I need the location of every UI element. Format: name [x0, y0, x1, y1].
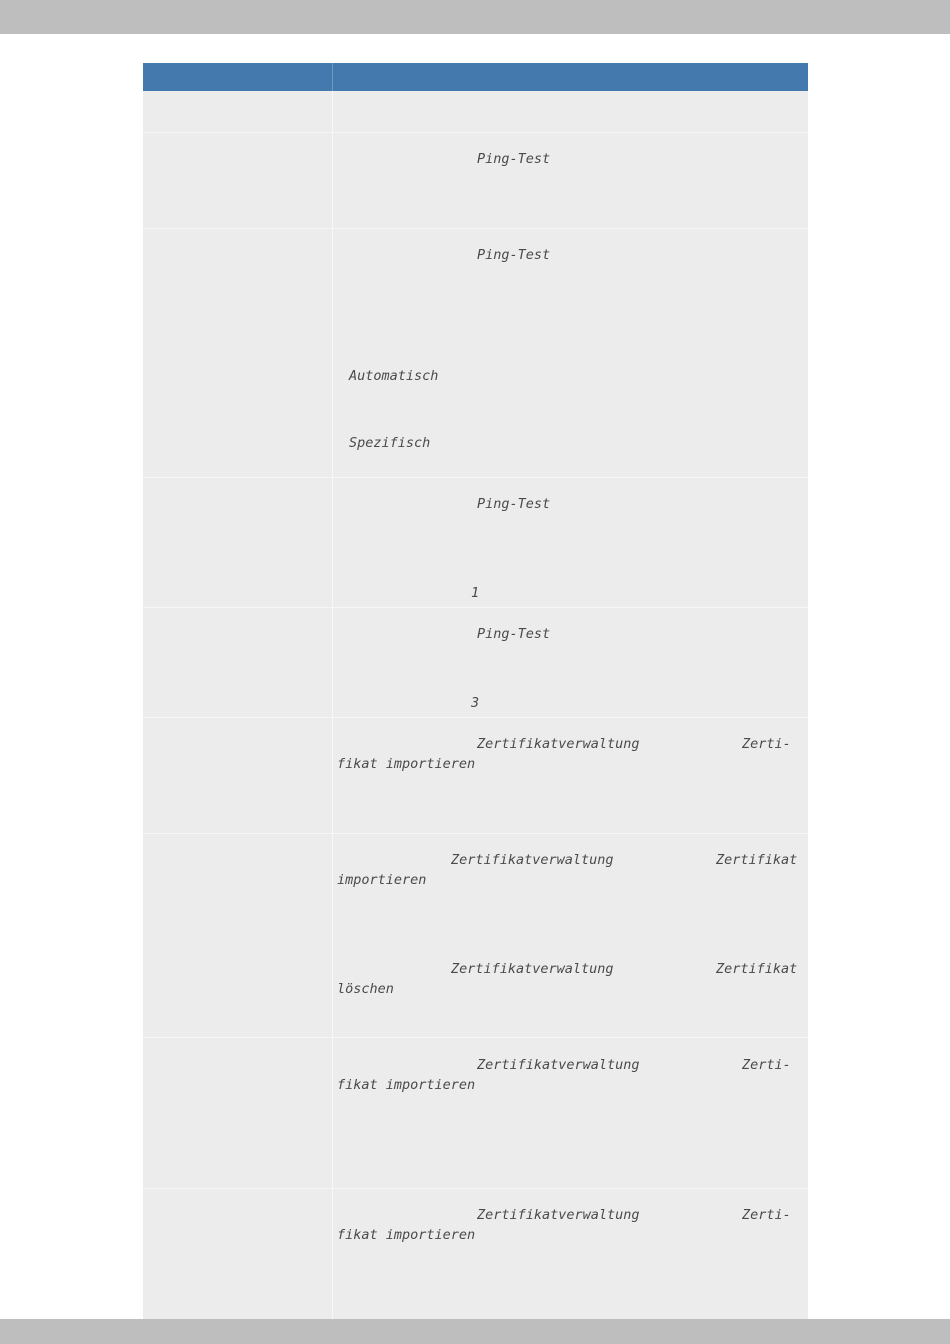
- menu-ref: importieren: [337, 872, 427, 888]
- menu-ref: Zertifikatverwaltung: [477, 1207, 640, 1223]
- header-column-divider: [332, 63, 333, 91]
- page-bottom-bar: [0, 1319, 950, 1344]
- row-divider: [143, 1188, 808, 1189]
- menu-ref: Zertifikatverwaltung: [451, 961, 614, 977]
- default-value: 3: [471, 695, 480, 711]
- menu-ref: Zertifikatverwaltung: [477, 736, 640, 752]
- menu-ref: Zertifikatverwaltung: [451, 852, 614, 868]
- row-divider: [143, 833, 808, 834]
- option-spezifisch: Spezifisch: [349, 435, 431, 451]
- ping-test-ref: Ping-Test: [477, 151, 551, 167]
- menu-ref: Zerti-: [742, 1207, 791, 1223]
- menu-ref: fikat importieren: [337, 1077, 476, 1093]
- row-divider: [143, 228, 808, 229]
- row-divider: [143, 1037, 808, 1038]
- row-divider: [143, 607, 808, 608]
- row-divider: [143, 477, 808, 478]
- menu-ref: Zertifikatverwaltung: [477, 1057, 640, 1073]
- table-header: [143, 63, 808, 91]
- ping-test-ref: Ping-Test: [477, 626, 551, 642]
- menu-ref: Zertifikat: [716, 852, 798, 868]
- page-top-bar: [0, 0, 950, 34]
- menu-ref: löschen: [337, 981, 394, 997]
- menu-ref: Zerti-: [742, 736, 791, 752]
- menu-ref: fikat importieren: [337, 756, 476, 772]
- menu-ref: fikat importieren: [337, 1227, 476, 1243]
- ping-test-ref: Ping-Test: [477, 247, 551, 263]
- option-automatisch: Automatisch: [349, 368, 439, 384]
- menu-ref: Zerti-: [742, 1057, 791, 1073]
- column-divider: [332, 91, 333, 1319]
- ping-test-ref: Ping-Test: [477, 496, 551, 512]
- default-value: 1: [471, 585, 480, 601]
- row-divider: [143, 132, 808, 133]
- parameter-table: [143, 63, 808, 1319]
- row-divider: [143, 717, 808, 718]
- menu-ref: Zertifikat: [716, 961, 798, 977]
